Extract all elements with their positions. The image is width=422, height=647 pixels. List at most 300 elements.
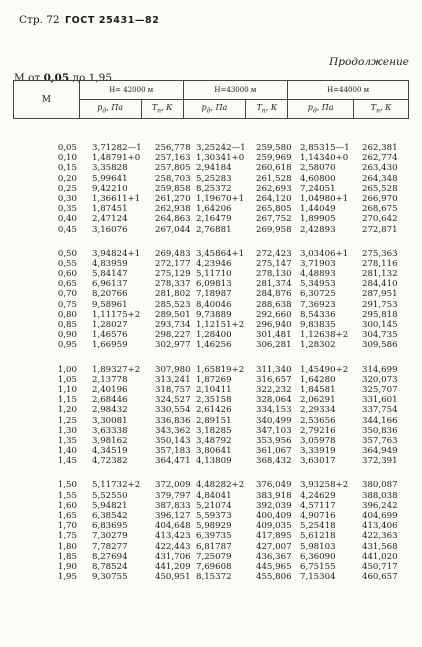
table-row bbox=[0, 163, 422, 173]
m-column-header: M bbox=[14, 81, 80, 119]
table-row bbox=[0, 259, 422, 269]
pressure-cell: 1,28302 bbox=[300, 340, 336, 351]
pressure-cell: 3,30081 bbox=[92, 415, 128, 426]
temperature-cell: 455,806 bbox=[256, 572, 292, 583]
temperature-cell: 278,130 bbox=[256, 269, 292, 280]
pressure-cell: 2,89151 bbox=[196, 415, 232, 426]
table-row bbox=[0, 320, 422, 330]
temperature-cell: 436,367 bbox=[256, 551, 292, 562]
temperature-cell: 262,381 bbox=[362, 143, 398, 153]
continuation-label: Продолжение bbox=[329, 56, 409, 68]
pressure-cell: 3,45864+1 bbox=[196, 248, 245, 259]
pressure-header: $p_д$, Па bbox=[183, 100, 246, 119]
table-row bbox=[0, 289, 422, 299]
table-row bbox=[0, 153, 422, 163]
mach-cell: 1,80 bbox=[57, 541, 77, 552]
mach-cell: 1,65 bbox=[57, 511, 77, 521]
pressure-cell: 8,25372 bbox=[196, 183, 232, 194]
temperature-cell: 272,177 bbox=[155, 258, 191, 269]
mach-cell: 0,25 bbox=[57, 183, 77, 194]
pressure-cell: 1,46256 bbox=[196, 340, 232, 351]
table-row bbox=[0, 184, 422, 194]
pressure-cell: 2,35158 bbox=[196, 395, 232, 406]
pressure-cell: 8,54336 bbox=[300, 309, 336, 320]
table-row bbox=[0, 501, 422, 511]
temperature-cell: 383,918 bbox=[256, 490, 292, 501]
pressure-cell: 5,84147 bbox=[92, 269, 128, 280]
mach-cell: 1,95 bbox=[57, 572, 77, 583]
altitude-header-1: H= 42000 м bbox=[79, 81, 183, 100]
pressure-cell: 3,25242—1 bbox=[196, 143, 246, 153]
temperature-cell: 265,805 bbox=[256, 204, 292, 215]
temperature-cell: 380,087 bbox=[362, 480, 398, 491]
mach-cell: 1,50 bbox=[57, 480, 77, 491]
table-row bbox=[0, 269, 422, 279]
pressure-cell: 1,45490+2 bbox=[300, 364, 349, 375]
mach-cell: 1,45 bbox=[57, 456, 77, 467]
mach-cell: 0,60 bbox=[57, 269, 77, 280]
pressure-cell: 9,42210 bbox=[92, 183, 128, 194]
temperature-cell: 284,410 bbox=[362, 279, 398, 290]
table-row bbox=[0, 446, 422, 456]
pressure-cell: 7,69608 bbox=[196, 561, 232, 572]
temperature-cell: 322,232 bbox=[256, 384, 292, 395]
table-row bbox=[0, 385, 422, 395]
pressure-cell: 9,83835 bbox=[300, 320, 336, 330]
pressure-cell: 6,83695 bbox=[92, 521, 128, 532]
pressure-cell: 2,53656 bbox=[300, 415, 336, 426]
temperature-cell: 316,657 bbox=[256, 374, 292, 385]
temperature-cell: 340,499 bbox=[256, 415, 292, 426]
mach-cell: 1,55 bbox=[57, 490, 77, 501]
temperature-cell: 324,527 bbox=[155, 395, 191, 406]
temperature-cell: 450,717 bbox=[362, 561, 398, 572]
pressure-cell: 2,16479 bbox=[196, 214, 232, 225]
table-row bbox=[0, 456, 422, 466]
pressure-cell: 4,13809 bbox=[196, 456, 232, 467]
temperature-cell: 404,699 bbox=[362, 511, 398, 521]
temperature-cell: 281,374 bbox=[256, 279, 292, 290]
pressure-cell: 3,94824+1 bbox=[92, 248, 141, 259]
pressure-cell: 7,30279 bbox=[92, 531, 128, 542]
mach-cell: 0,70 bbox=[57, 289, 77, 300]
temperature-cell: 306,281 bbox=[256, 340, 292, 351]
mach-cell: 0,80 bbox=[57, 309, 77, 320]
mach-cell: 1,35 bbox=[57, 435, 77, 446]
table-row bbox=[0, 405, 422, 415]
temperature-cell: 262,774 bbox=[362, 153, 398, 164]
table-body bbox=[0, 143, 422, 596]
pressure-cell: 7,25079 bbox=[196, 551, 232, 562]
temperature-cell: 318,757 bbox=[155, 384, 191, 395]
pressure-cell: 9,58961 bbox=[92, 299, 128, 310]
pressure-cell: 3,03406+1 bbox=[300, 248, 349, 259]
pressure-cell: 5,34953 bbox=[300, 279, 336, 290]
mach-cell: 1,05 bbox=[57, 374, 77, 385]
pressure-cell: 3,18285 bbox=[196, 425, 232, 436]
row-group bbox=[0, 365, 422, 467]
pressure-cell: 1,87451 bbox=[92, 204, 128, 215]
temperature-cell: 313,241 bbox=[155, 374, 191, 385]
pressure-cell: 9,73889 bbox=[196, 309, 232, 320]
temperature-cell: 267,044 bbox=[155, 224, 191, 235]
pressure-cell: 4,24629 bbox=[300, 490, 336, 501]
subtitle-to-word: до bbox=[72, 72, 86, 84]
mach-cell: 0,15 bbox=[57, 163, 77, 174]
mach-cell: 0,75 bbox=[57, 299, 77, 310]
temperature-cell: 379,797 bbox=[155, 490, 191, 501]
pressure-cell: 1,30341+0 bbox=[196, 153, 245, 164]
temperature-cell: 314,699 bbox=[362, 364, 398, 375]
temperature-cell: 270,642 bbox=[362, 214, 398, 225]
pressure-cell: 8,15372 bbox=[196, 572, 232, 583]
altitude-header-3: H=44000 м bbox=[288, 81, 409, 100]
pressure-cell: 1,66959 bbox=[92, 340, 128, 351]
mach-cell: 0,95 bbox=[57, 340, 77, 351]
temperature-cell: 287,951 bbox=[362, 289, 398, 300]
pressure-cell: 6,38542 bbox=[92, 511, 128, 521]
temperature-cell: 278,337 bbox=[155, 279, 191, 290]
pressure-cell: 6,09813 bbox=[196, 279, 232, 290]
mach-cell: 0,10 bbox=[57, 153, 77, 164]
temperature-cell: 263,430 bbox=[362, 163, 398, 174]
table-row bbox=[0, 249, 422, 259]
temperature-cell: 292,660 bbox=[256, 309, 292, 320]
temperature-cell: 291,753 bbox=[362, 299, 398, 310]
temperature-cell: 261,270 bbox=[155, 193, 191, 204]
temperature-cell: 307,980 bbox=[155, 364, 191, 375]
temperature-cell: 361,067 bbox=[256, 446, 292, 457]
pressure-cell: 5,99641 bbox=[92, 173, 128, 184]
pressure-cell: 5,98103 bbox=[300, 541, 336, 552]
mach-cell: 0,50 bbox=[57, 248, 77, 259]
temperature-cell: 285,523 bbox=[155, 299, 191, 310]
temperature-cell: 258,703 bbox=[155, 173, 191, 184]
table-row bbox=[0, 552, 422, 562]
pressure-cell: 2,29334 bbox=[300, 405, 336, 416]
table-row bbox=[0, 416, 422, 426]
pressure-cell: 5,61218 bbox=[300, 531, 336, 542]
pressure-cell: 1,28027 bbox=[92, 320, 128, 330]
pressure-cell: 1,64206 bbox=[196, 204, 232, 215]
temperature-cell: 302,977 bbox=[155, 340, 191, 351]
temperature-cell: 269,958 bbox=[256, 224, 292, 235]
temperature-cell: 320,073 bbox=[362, 374, 398, 385]
pressure-cell: 4,84041 bbox=[196, 490, 232, 501]
mach-cell: 1,10 bbox=[57, 384, 77, 395]
temperature-cell: 293,734 bbox=[155, 320, 191, 330]
temperature-cell: 311,340 bbox=[256, 364, 292, 375]
mach-cell: 1,20 bbox=[57, 405, 77, 416]
temperature-cell: 257,163 bbox=[155, 153, 191, 164]
standard-code: ГОСТ 25431—82 bbox=[64, 15, 160, 26]
page-label: Стр. bbox=[19, 14, 43, 26]
mach-cell: 0,30 bbox=[57, 193, 77, 204]
temperature-cell: 261,528 bbox=[256, 173, 292, 184]
table-row bbox=[0, 521, 422, 531]
temperature-cell: 284,876 bbox=[256, 289, 292, 300]
pressure-cell: 8,40046 bbox=[196, 299, 232, 310]
temperature-cell: 460,657 bbox=[362, 572, 398, 583]
pressure-cell: 8,78524 bbox=[92, 561, 128, 572]
temperature-cell: 372,391 bbox=[362, 456, 398, 467]
temperature-cell: 450,951 bbox=[155, 572, 191, 583]
table-row bbox=[0, 225, 422, 235]
temperature-header: $T_п$, К bbox=[141, 100, 183, 119]
pressure-cell: 5,21074 bbox=[196, 500, 232, 511]
pressure-cell: 6,81787 bbox=[196, 541, 232, 552]
pressure-cell: 6,39735 bbox=[196, 531, 232, 542]
table-row bbox=[0, 542, 422, 552]
table-row bbox=[0, 279, 422, 289]
temperature-cell: 325,707 bbox=[362, 384, 398, 395]
pressure-cell: 3,71903 bbox=[300, 258, 336, 269]
temperature-cell: 278,116 bbox=[362, 258, 398, 269]
mach-cell: 1,30 bbox=[57, 425, 77, 436]
temperature-cell: 431,568 bbox=[362, 541, 398, 552]
temperature-cell: 259,858 bbox=[155, 183, 191, 194]
table-row bbox=[0, 572, 422, 582]
temperature-cell: 388,038 bbox=[362, 490, 398, 501]
temperature-cell: 309,586 bbox=[362, 340, 398, 351]
table-row bbox=[0, 375, 422, 385]
temperature-cell: 301,481 bbox=[256, 330, 292, 341]
temperature-cell: 269,483 bbox=[155, 248, 191, 259]
pressure-cell: 7,18987 bbox=[196, 289, 232, 300]
temperature-cell: 328,064 bbox=[256, 395, 292, 406]
temperature-cell: 272,423 bbox=[256, 248, 292, 259]
row-group bbox=[0, 249, 422, 351]
pressure-cell: 7,24051 bbox=[300, 183, 336, 194]
table-row bbox=[0, 310, 422, 320]
pressure-cell: 4,48893 bbox=[300, 269, 336, 280]
temperature-cell: 304,735 bbox=[362, 330, 398, 341]
temperature-cell: 259,969 bbox=[256, 153, 292, 164]
pressure-cell: 3,05978 bbox=[300, 435, 336, 446]
mach-cell: 0,45 bbox=[57, 224, 77, 235]
mach-cell: 0,20 bbox=[57, 173, 77, 184]
pressure-cell: 5,25283 bbox=[196, 173, 232, 184]
table-row bbox=[0, 194, 422, 204]
temperature-cell: 334,153 bbox=[256, 405, 292, 416]
temperature-cell: 392,039 bbox=[256, 500, 292, 511]
temperature-cell: 259,580 bbox=[256, 143, 292, 153]
temperature-cell: 409,035 bbox=[256, 521, 292, 532]
temperature-cell: 272,871 bbox=[362, 224, 398, 235]
pressure-cell: 8,20766 bbox=[92, 289, 128, 300]
table-row bbox=[0, 365, 422, 375]
table-row bbox=[0, 340, 422, 350]
pressure-header: $p_д$, Па bbox=[79, 100, 141, 119]
pressure-cell: 7,36923 bbox=[300, 299, 336, 310]
temperature-cell: 387,833 bbox=[155, 500, 191, 511]
page-header bbox=[19, 14, 159, 26]
temperature-cell: 262,938 bbox=[155, 204, 191, 215]
pressure-cell: 1,28400 bbox=[196, 330, 232, 341]
pressure-cell: 4,34519 bbox=[92, 446, 128, 457]
pressure-cell: 7,78277 bbox=[92, 541, 128, 552]
temperature-cell: 295,818 bbox=[362, 309, 398, 320]
table-header bbox=[13, 80, 409, 119]
pressure-cell: 4,23946 bbox=[196, 258, 232, 269]
pressure-cell: 1,89327+2 bbox=[92, 364, 141, 375]
pressure-cell: 3,63017 bbox=[300, 456, 336, 467]
pressure-cell: 4,72382 bbox=[92, 456, 128, 467]
temperature-cell: 289,501 bbox=[155, 309, 191, 320]
table-row bbox=[0, 204, 422, 214]
temperature-cell: 300,145 bbox=[362, 320, 398, 330]
pressure-cell: 3,35828 bbox=[92, 163, 128, 174]
pressure-cell: 5,59373 bbox=[196, 511, 232, 521]
pressure-cell: 4,57117 bbox=[300, 500, 336, 511]
temperature-cell: 413,423 bbox=[155, 531, 191, 542]
pressure-cell: 2,94184 bbox=[196, 163, 232, 174]
temperature-cell: 288,638 bbox=[256, 299, 292, 310]
mach-cell: 0,90 bbox=[57, 330, 77, 341]
temperature-cell: 357,763 bbox=[362, 435, 398, 446]
pressure-cell: 3,63338 bbox=[92, 425, 128, 436]
temperature-cell: 364,471 bbox=[155, 456, 191, 467]
table-row bbox=[0, 511, 422, 521]
temperature-cell: 267,752 bbox=[256, 214, 292, 225]
pressure-cell: 1,48791+0 bbox=[92, 153, 141, 164]
temperature-cell: 422,443 bbox=[155, 541, 191, 552]
table-row bbox=[0, 214, 422, 224]
pressure-cell: 2,61426 bbox=[196, 405, 232, 416]
mach-cell: 1,40 bbox=[57, 446, 77, 457]
pressure-cell: 2,10411 bbox=[196, 384, 232, 395]
pressure-cell: 3,93258+2 bbox=[300, 480, 349, 491]
page-number: 72 bbox=[46, 14, 60, 26]
mach-cell: 1,70 bbox=[57, 521, 77, 532]
mach-cell: 1,75 bbox=[57, 531, 77, 542]
pressure-cell: 2,85315—1 bbox=[300, 143, 350, 153]
temperature-cell: 266,970 bbox=[362, 193, 398, 204]
temperature-cell: 350,143 bbox=[155, 435, 191, 446]
pressure-cell: 5,11710 bbox=[196, 269, 232, 280]
pressure-cell: 4,83959 bbox=[92, 258, 128, 269]
temperature-cell: 441,209 bbox=[155, 561, 191, 572]
table-row bbox=[0, 395, 422, 405]
temperature-cell: 275,363 bbox=[362, 248, 398, 259]
temperature-cell: 264,863 bbox=[155, 214, 191, 225]
mach-cell: 0,35 bbox=[57, 204, 77, 215]
temperature-cell: 264,348 bbox=[362, 173, 398, 184]
pressure-cell: 2,42893 bbox=[300, 224, 336, 235]
temperature-cell: 413,406 bbox=[362, 521, 398, 532]
mach-cell: 0,55 bbox=[57, 258, 77, 269]
pressure-cell: 1,04980+1 bbox=[300, 193, 349, 204]
temperature-cell: 331,601 bbox=[362, 395, 398, 406]
pressure-cell: 4,60800 bbox=[300, 173, 336, 184]
pressure-cell: 1,65819+2 bbox=[196, 364, 245, 375]
temperature-cell: 275,129 bbox=[155, 269, 191, 280]
temperature-cell: 422,363 bbox=[362, 531, 398, 542]
temperature-cell: 344,166 bbox=[362, 415, 398, 426]
mach-cell: 1,90 bbox=[57, 561, 77, 572]
pressure-cell: 1,87269 bbox=[196, 374, 232, 385]
subtitle-prefix: M от bbox=[14, 72, 41, 84]
temperature-cell: 264,120 bbox=[256, 193, 292, 204]
pressure-cell: 1,36611+1 bbox=[92, 193, 141, 204]
mach-cell: 1,15 bbox=[57, 395, 77, 406]
temperature-cell: 396,242 bbox=[362, 500, 398, 511]
table-row bbox=[0, 143, 422, 153]
temperature-header: $T_п$, К bbox=[354, 100, 409, 119]
pressure-cell: 7,15304 bbox=[300, 572, 336, 583]
pressure-cell: 4,48282+2 bbox=[196, 480, 245, 491]
pressure-cell: 2,98432 bbox=[92, 405, 128, 416]
pressure-cell: 2,68446 bbox=[92, 395, 128, 406]
temperature-cell: 372,009 bbox=[155, 480, 191, 491]
pressure-cell: 4,90716 bbox=[300, 511, 336, 521]
temperature-cell: 350,836 bbox=[362, 425, 398, 436]
mach-cell: 1,25 bbox=[57, 415, 77, 426]
pressure-cell: 3,80641 bbox=[196, 446, 232, 457]
temperature-cell: 376,049 bbox=[256, 480, 292, 491]
temperature-cell: 400,409 bbox=[256, 511, 292, 521]
temperature-cell: 298,227 bbox=[155, 330, 191, 341]
pressure-cell: 6,75155 bbox=[300, 561, 336, 572]
table-row bbox=[0, 436, 422, 446]
temperature-cell: 353,956 bbox=[256, 435, 292, 446]
pressure-cell: 1,14340+0 bbox=[300, 153, 349, 164]
pressure-header: $p_д$, Па bbox=[288, 100, 354, 119]
temperature-cell: 445,965 bbox=[256, 561, 292, 572]
pressure-cell: 5,98929 bbox=[196, 521, 232, 532]
pressure-cell: 2,76881 bbox=[196, 224, 232, 235]
row-group bbox=[0, 480, 422, 582]
pressure-cell: 1,44049 bbox=[300, 204, 336, 215]
temperature-cell: 330,554 bbox=[155, 405, 191, 416]
temperature-cell: 357,183 bbox=[155, 446, 191, 457]
pressure-cell: 1,12151+2 bbox=[196, 320, 245, 330]
temperature-cell: 417,895 bbox=[256, 531, 292, 542]
temperature-cell: 275,147 bbox=[256, 258, 292, 269]
temperature-cell: 337,754 bbox=[362, 405, 398, 416]
pressure-cell: 3,33919 bbox=[300, 446, 336, 457]
pressure-cell: 3,71282—1 bbox=[92, 143, 142, 153]
temperature-cell: 431,706 bbox=[155, 551, 191, 562]
mach-cell: 0,40 bbox=[57, 214, 77, 225]
pressure-cell: 5,11732+2 bbox=[92, 480, 141, 491]
temperature-cell: 256,778 bbox=[155, 143, 191, 153]
mach-cell: 0,85 bbox=[57, 320, 77, 330]
temperature-cell: 281,132 bbox=[362, 269, 398, 280]
temperature-header: $T_п$, К bbox=[246, 100, 288, 119]
pressure-cell: 2,13778 bbox=[92, 374, 128, 385]
row-group bbox=[0, 143, 422, 235]
mach-cell: 1,60 bbox=[57, 500, 77, 511]
pressure-cell: 2,06291 bbox=[300, 395, 336, 406]
mach-cell: 0,65 bbox=[57, 279, 77, 290]
pressure-cell: 8,27694 bbox=[92, 551, 128, 562]
temperature-cell: 427,007 bbox=[256, 541, 292, 552]
temperature-cell: 404,648 bbox=[155, 521, 191, 532]
pressure-cell: 1,64280 bbox=[300, 374, 336, 385]
table-row bbox=[0, 531, 422, 541]
temperature-cell: 347,103 bbox=[256, 425, 292, 436]
table-row bbox=[0, 174, 422, 184]
temperature-cell: 364,949 bbox=[362, 446, 398, 457]
pressure-cell: 6,30725 bbox=[300, 289, 336, 300]
temperature-cell: 262,693 bbox=[256, 183, 292, 194]
pressure-cell: 1,19670+1 bbox=[196, 193, 245, 204]
temperature-cell: 396,127 bbox=[155, 511, 191, 521]
temperature-cell: 281,802 bbox=[155, 289, 191, 300]
pressure-cell: 3,98162 bbox=[92, 435, 128, 446]
altitude-header-2: H=43000 м bbox=[183, 81, 288, 100]
